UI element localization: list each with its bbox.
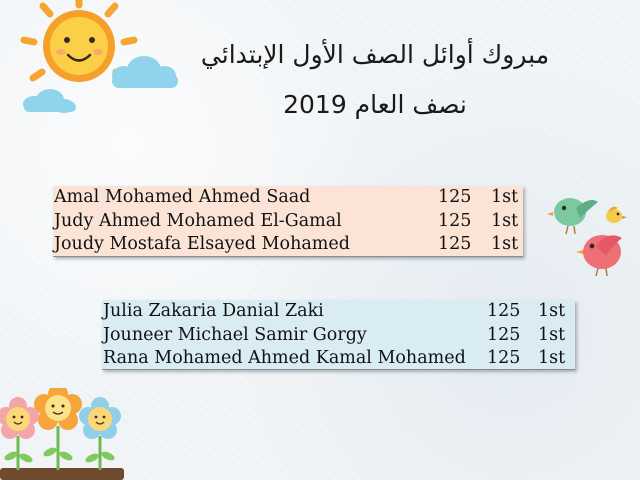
- title-line-1: مبروك أوائل الصف الأول الإبتدائي: [200, 40, 550, 69]
- student-name: Jouneer Michael Samir Gorgy: [103, 324, 367, 345]
- student-rank: 1st: [491, 234, 519, 254]
- sun-with-clouds-illustration: [12, 0, 182, 115]
- student-name: Judy Ahmed Mohamed El-Gamal: [54, 210, 342, 231]
- student-score: 125: [487, 348, 521, 368]
- student-score: 125: [438, 187, 472, 207]
- student-rank: 1st: [538, 348, 566, 368]
- honor-row: [53, 233, 523, 257]
- honor-row: [53, 186, 523, 210]
- honor-list-group-2: [102, 300, 575, 370]
- flowers-illustration: [0, 388, 130, 480]
- student-name: Joudy Mostafa Elsayed Mohamed: [54, 234, 350, 254]
- honor-row: [102, 324, 575, 348]
- student-rank: 1st: [491, 187, 519, 207]
- honor-row: [102, 347, 575, 371]
- student-rank: 1st: [491, 210, 519, 231]
- student-score: 125: [438, 210, 472, 231]
- honor-row: [102, 300, 575, 324]
- student-score: 125: [487, 324, 521, 345]
- student-name: Rana Mohamed Ahmed Kamal Mohamed: [103, 348, 466, 368]
- student-name: Julia Zakaria Danial Zaki: [103, 301, 324, 321]
- honor-list-group-1: [53, 186, 523, 257]
- student-name: Amal Mohamed Ahmed Saad: [54, 187, 311, 207]
- honor-row: [53, 210, 523, 234]
- student-rank: 1st: [538, 324, 566, 345]
- student-rank: 1st: [538, 301, 566, 321]
- student-score: 125: [487, 301, 521, 321]
- birds-illustration: [546, 190, 636, 280]
- title-line-2: نصف العام 2019: [283, 90, 467, 119]
- student-score: 125: [438, 234, 472, 254]
